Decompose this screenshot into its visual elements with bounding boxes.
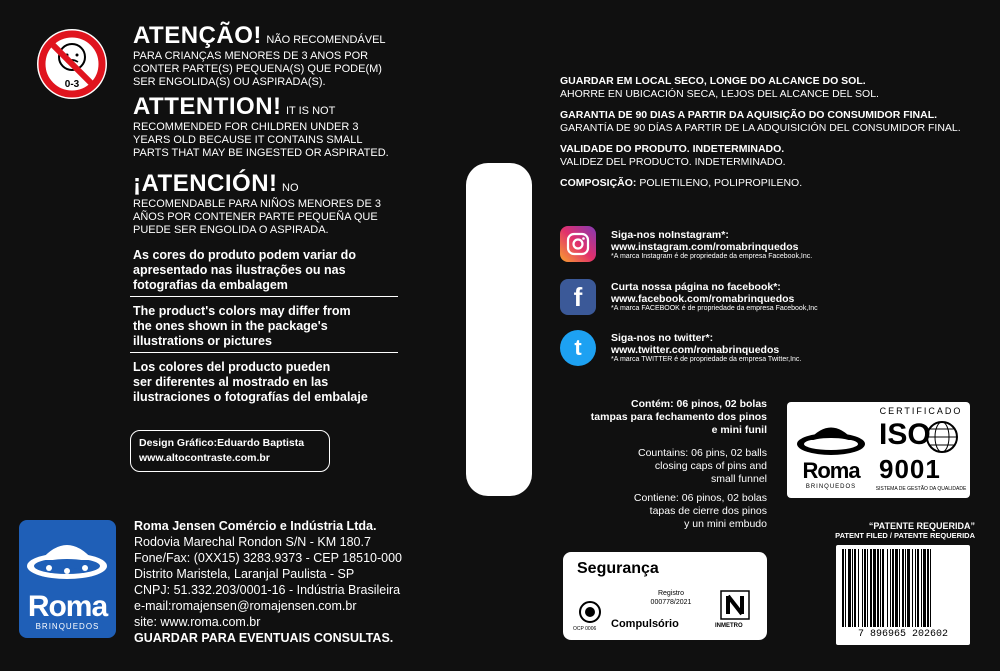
warning-en-heading: ATTENTION! (133, 93, 282, 120)
contents-pt-line: Contém: 06 pinos, 02 bolas (631, 398, 767, 410)
warning-pt-line: SER ENGOLIDA(S) OU ASPIRADA(S). (133, 76, 326, 88)
colors-note-pt-line: apresentado nas ilustrações ou nas (133, 263, 346, 277)
barcode-bar (892, 549, 894, 627)
colors-note-pt-line: As cores do produto podem variar do (133, 248, 356, 262)
design-credit-site: www.altocontraste.com.br (139, 452, 270, 464)
barcode (840, 549, 966, 627)
colors-note-pt-line: fotografias da embalagem (133, 278, 288, 292)
storage-es: AHORRE EN UBICACIÓN SECA, LEJOS DEL ALCANCE DEL SOL. (560, 88, 879, 100)
patent-line2: PATENT FILED / PATENTE REQUERIDA (835, 531, 975, 540)
barcode-bar (895, 549, 898, 627)
twitter-block (611, 332, 911, 363)
colors-note-en (133, 304, 423, 349)
barcode-bar (923, 549, 926, 627)
contents-en-line: Countains: 06 pins, 02 balls (638, 447, 767, 459)
warning-es-line: RECOMENDABLE PARA NIÑOS MENORES DE 3 (133, 198, 381, 210)
patent-note (790, 521, 975, 540)
divider (130, 352, 398, 353)
company-name: Roma Jensen Comércio e Indústria Ltda. (134, 519, 377, 533)
inmetro-icon (720, 590, 750, 620)
contents-es-line: y un mini embudo (684, 518, 767, 530)
barcode-bar (862, 549, 863, 627)
barcode-bar (882, 549, 884, 627)
iso-certified-label: CERTIFICADO (879, 406, 963, 416)
company-line: Distrito Maristela, Laranjal Paulista - SP (134, 567, 355, 581)
instagram-url[interactable]: www.instagram.com/romabrinquedos (611, 241, 799, 253)
company-line: Rodovia Marechal Rondon S/N - KM 180.7 (134, 535, 371, 549)
warning-es (133, 170, 453, 237)
facebook-icon: f (560, 279, 596, 315)
roma-saucer-icon (19, 520, 116, 590)
warning-es-heading-tail: NO (282, 182, 299, 194)
validity-pt: VALIDADE DO PRODUTO. INDETERMINADO. (560, 143, 785, 155)
composition-label: COMPOSIÇÃO: (560, 177, 637, 189)
barcode-bar (927, 549, 929, 627)
barcode-bar (907, 549, 910, 627)
colors-note-es-line: ilustraciones o fotografías del embalaje (133, 390, 368, 404)
warning-en-line: YEARS OLD BECAUSE IT CONTAINS SMALL (133, 134, 363, 146)
company-keep-note: GUARDAR PARA EVENTUAIS CONSULTAS. (134, 631, 394, 645)
globe-icon (925, 420, 959, 454)
safety-inmetro: INMETRO (715, 623, 743, 629)
company-line: CNPJ: 51.332.203/0001-16 - Indústria Brasileira (134, 583, 401, 597)
company-line: e-mail:romajensen@romajensen.com.br (134, 599, 357, 613)
contents-es (560, 492, 767, 531)
contents-es-line: tapas de cierre dos pinos (649, 505, 767, 517)
company-info (134, 518, 464, 646)
company-line: site: www.roma.com.br (134, 615, 261, 629)
warning-pt-line: CONTER PARTE(S) PEQUENA(S) QUE PODE(M) (133, 63, 382, 75)
twitter-url[interactable]: www.twitter.com/romabrinquedos (611, 344, 780, 356)
barcode-digits: 7 896965 202602 (857, 629, 948, 640)
contents-es-line: Contiene: 06 pinos, 02 bolas (633, 492, 767, 504)
colors-note-es (133, 360, 433, 405)
patent-line1: “PATENTE REQUERIDA” (868, 521, 975, 531)
iso-subtitle: SISTEMA DE GESTÃO DA QUALIDADE (875, 486, 967, 492)
instagram-note: *A marca Instagram é de propriedade da empresa Facebook,Inc. (611, 253, 813, 260)
iso-roma-logo-text: Roma (802, 458, 860, 483)
colors-note-en-line: the ones shown in the package's (133, 319, 328, 333)
barcode-bar (902, 549, 904, 627)
facebook-note: *A marca FACEBOOK é de propriedade da empresa Facebook,Inc (611, 305, 818, 312)
warning-pt-heading-tail: NÃO RECOMENDÁVEL (266, 34, 386, 46)
barcode-bar (905, 549, 906, 627)
colors-note-en-line: illustrations or pictures (133, 334, 272, 348)
barcode-bar (842, 549, 844, 627)
barcode-bar (852, 549, 853, 627)
barcode-bar (854, 549, 856, 627)
window-cutout (466, 163, 532, 496)
instagram-icon (560, 226, 596, 262)
barcode-bar (921, 549, 922, 627)
product-info (560, 75, 990, 190)
warning-pt (133, 22, 453, 89)
safety-registro-label: Registro (657, 590, 685, 597)
barcode-bar (915, 549, 916, 627)
roma-logo-text: Roma (27, 590, 108, 623)
colors-note-pt (133, 248, 423, 293)
roma-saucer-icon (791, 410, 871, 462)
barcode-bar (870, 549, 872, 627)
colors-note-en-line: The product's colors may differ from (133, 304, 351, 318)
twitter-title: Siga-nos no twitter*: (611, 332, 714, 344)
safety-seal-box (563, 552, 767, 640)
safety-ocp: OCP 0006 (573, 626, 597, 632)
validity-es: VALIDEZ DEL PRODUCTO. INDETERMINADO. (560, 156, 786, 168)
warning-es-heading: ¡ATENCIÓN! (133, 170, 278, 197)
contents-en-line: closing caps of pins and (654, 460, 767, 472)
barcode-bar (917, 549, 919, 627)
warranty-es: GARANTÍA DE 90 DÍAS A PARTIR DE LA ADQUISICIÓN DEL CONSUMIDOR FINAL. (560, 122, 961, 134)
instagram-title: Siga-nos noInstagram*: (611, 229, 729, 241)
barcode-bar (858, 549, 859, 627)
facebook-block (611, 281, 911, 312)
divider (130, 296, 398, 297)
barcode-bar (867, 549, 868, 627)
colors-note-es-line: Los colores del producto pueden (133, 360, 331, 374)
contents-pt (560, 398, 767, 437)
storage-pt: GUARDAR EM LOCAL SECO, LONGE DO ALCANCE DO SOL. (560, 75, 866, 87)
barcode-bar (930, 549, 931, 627)
iso-label: ISO (879, 418, 931, 451)
safety-title: Segurança (577, 560, 659, 577)
ocp-seal-icon (578, 600, 602, 624)
barcode-bar (877, 549, 879, 627)
warning-es-line: PUEDE SER ENGOLIDA O ASPIRADA. (133, 224, 329, 236)
contents-en (560, 447, 767, 486)
barcode-bar (873, 549, 876, 627)
warning-en-line: PARTS THAT MAY BE INGESTED OR ASPIRATED. (133, 147, 389, 159)
barcode-bar (912, 549, 913, 627)
design-credit-box (130, 430, 330, 472)
twitter-icon: t (560, 330, 596, 366)
age-warning-icon (35, 27, 109, 101)
warning-es-line: AÑOS POR CONTENER PARTE PEQUEÑA QUE (133, 211, 378, 223)
design-credit-name: Design Gráfico:Eduardo Baptista (139, 437, 305, 449)
twitter-note: *A marca TWITTER é de propriedade da empresa Twitter,Inc. (611, 356, 802, 363)
composition-value: POLIETILENO, POLIPROPILENO. (639, 177, 803, 189)
warning-en-heading-tail: IT IS NOT (285, 105, 336, 117)
company-line: Fone/Fax: (0XX15) 3283.9373 - CEP 18510-000 (134, 551, 402, 565)
safety-registro-value: 000778/2021 (650, 599, 692, 606)
barcode-bar (845, 549, 846, 627)
safety-compulsory: Compulsório (611, 618, 679, 630)
barcode-bar (887, 549, 888, 627)
safety-registro (641, 589, 701, 607)
warning-en (133, 93, 453, 160)
contents-pt-line: e mini funil (711, 424, 767, 436)
iso-certificate-box (787, 402, 970, 498)
iso-roma-logo-sub: BRINQUEDOS (805, 484, 857, 490)
barcode-bar (899, 549, 900, 627)
barcode-bar (848, 549, 851, 627)
contents-pt-line: tampas para fechamento dos pinos (590, 411, 767, 423)
facebook-url[interactable]: www.facebook.com/romabrinquedos (611, 293, 795, 305)
warranty-pt: GARANTIA DE 90 DIAS A PARTIR DA AQUISIÇÃO DO CONSUMIDOR FINAL. (560, 109, 938, 121)
facebook-title: Curta nossa página no facebook*: (611, 281, 781, 293)
barcode-bar (864, 549, 866, 627)
colors-note-es-line: ser diferentes al mostrado en las (133, 375, 329, 389)
roma-logo (19, 520, 116, 638)
contents-en-line: small funnel (710, 473, 767, 485)
barcode-bar (880, 549, 881, 627)
instagram-block (611, 229, 911, 260)
roma-logo-sub: BRINQUEDOS (35, 622, 100, 631)
barcode-box (836, 545, 970, 645)
warning-pt-line: PARA CRIANÇAS MENORES DE 3 ANOS POR (133, 50, 369, 62)
warning-pt-heading: ATENÇÃO! (133, 22, 262, 49)
barcode-bar (890, 549, 891, 627)
iso-number: 9001 (879, 454, 941, 484)
warning-en-line: RECOMMENDED FOR CHILDREN UNDER 3 (133, 121, 359, 133)
age-badge: 0-3 (64, 79, 80, 90)
